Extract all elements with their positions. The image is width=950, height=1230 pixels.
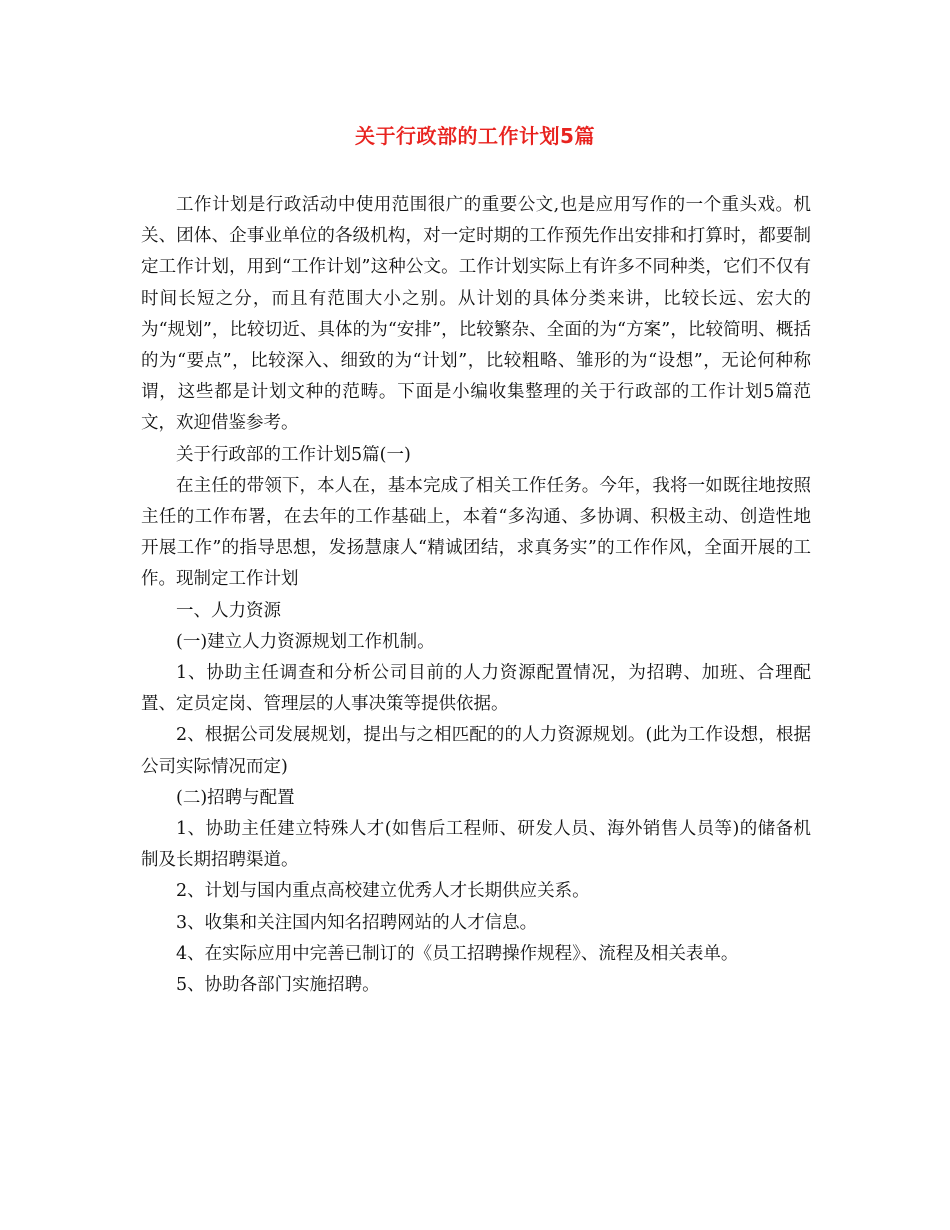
subheading-planning-mechanism: (一)建立人力资源规划工作机制。 bbox=[176, 631, 435, 652]
section-heading-one: 关于行政部的工作计划5篇(一) bbox=[176, 444, 411, 465]
list-item: 3、收集和关注国内知名招聘网站的人才信息。 bbox=[176, 912, 538, 933]
document-body bbox=[141, 190, 811, 1001]
list-item: 2、根据公司发展规划，提出与之相匹配的的人力资源规划。(此为工作设想，根据公司实际情况而定) bbox=[141, 725, 811, 777]
heading-human-resources: 一、人力资源 bbox=[176, 600, 281, 621]
subheading-recruitment: (二)招聘与配置 bbox=[176, 787, 295, 808]
overview-paragraph: 在主任的带领下，本人在，基本完成了相关工作任务。今年，我将一如既往地按照主任的工作布署，在去年的工作基础上，本着“多沟通、多协调、积极主动、创造性地开展工作”的指导思想，发扬慧康人“精诚团结，求真务实”的工作作风，全面开展的工作。现制定工作计划 bbox=[141, 475, 811, 590]
document-title: 关于行政部的工作计划5篇 bbox=[355, 124, 595, 148]
list-item: 2、计划与国内重点高校建立优秀人才长期供应关系。 bbox=[176, 881, 590, 902]
list-item: 1、协助主任调查和分析公司目前的人力资源配置情况，为招聘、加班、合理配置、定员定岗、管理层的人事决策等提供依据。 bbox=[141, 663, 811, 715]
list-item: 4、在实际应用中完善已制订的《员工招聘操作规程》、流程及相关表单。 bbox=[176, 943, 739, 964]
list-item: 5、协助各部门实施招聘。 bbox=[176, 975, 380, 996]
intro-paragraph: 工作计划是行政活动中使用范围很广的重要公文,也是应用写作的一个重头戏。机关、团体、企事业单位的各级机构，对一定时期的工作预先作出安排和打算时，都要制定工作计划，用到“工作计划”这种公文。工作计划实际上有许多不同种类，它们不仅有时间长短之分，而且有范围大小之别。从计划的具体分类来讲，比较长远、宏大的为“规划”，比较切近、具体的为“安排”，比较繁杂、全面的为“方案”，比较简明、概括的为“要点”，比较深入、细致的为“计划”，比较粗略、雏形的为“设想”，无论何种称谓，这些都是计划文种的范畴。下面是小编收集整理的关于行政部的工作计划5篇范文，欢迎借鉴参考。 bbox=[141, 195, 811, 434]
list-item: 1、协助主任建立特殊人才(如售后工程师、研发人员、海外销售人员等)的储备机制及长期招聘渠道。 bbox=[141, 819, 811, 871]
